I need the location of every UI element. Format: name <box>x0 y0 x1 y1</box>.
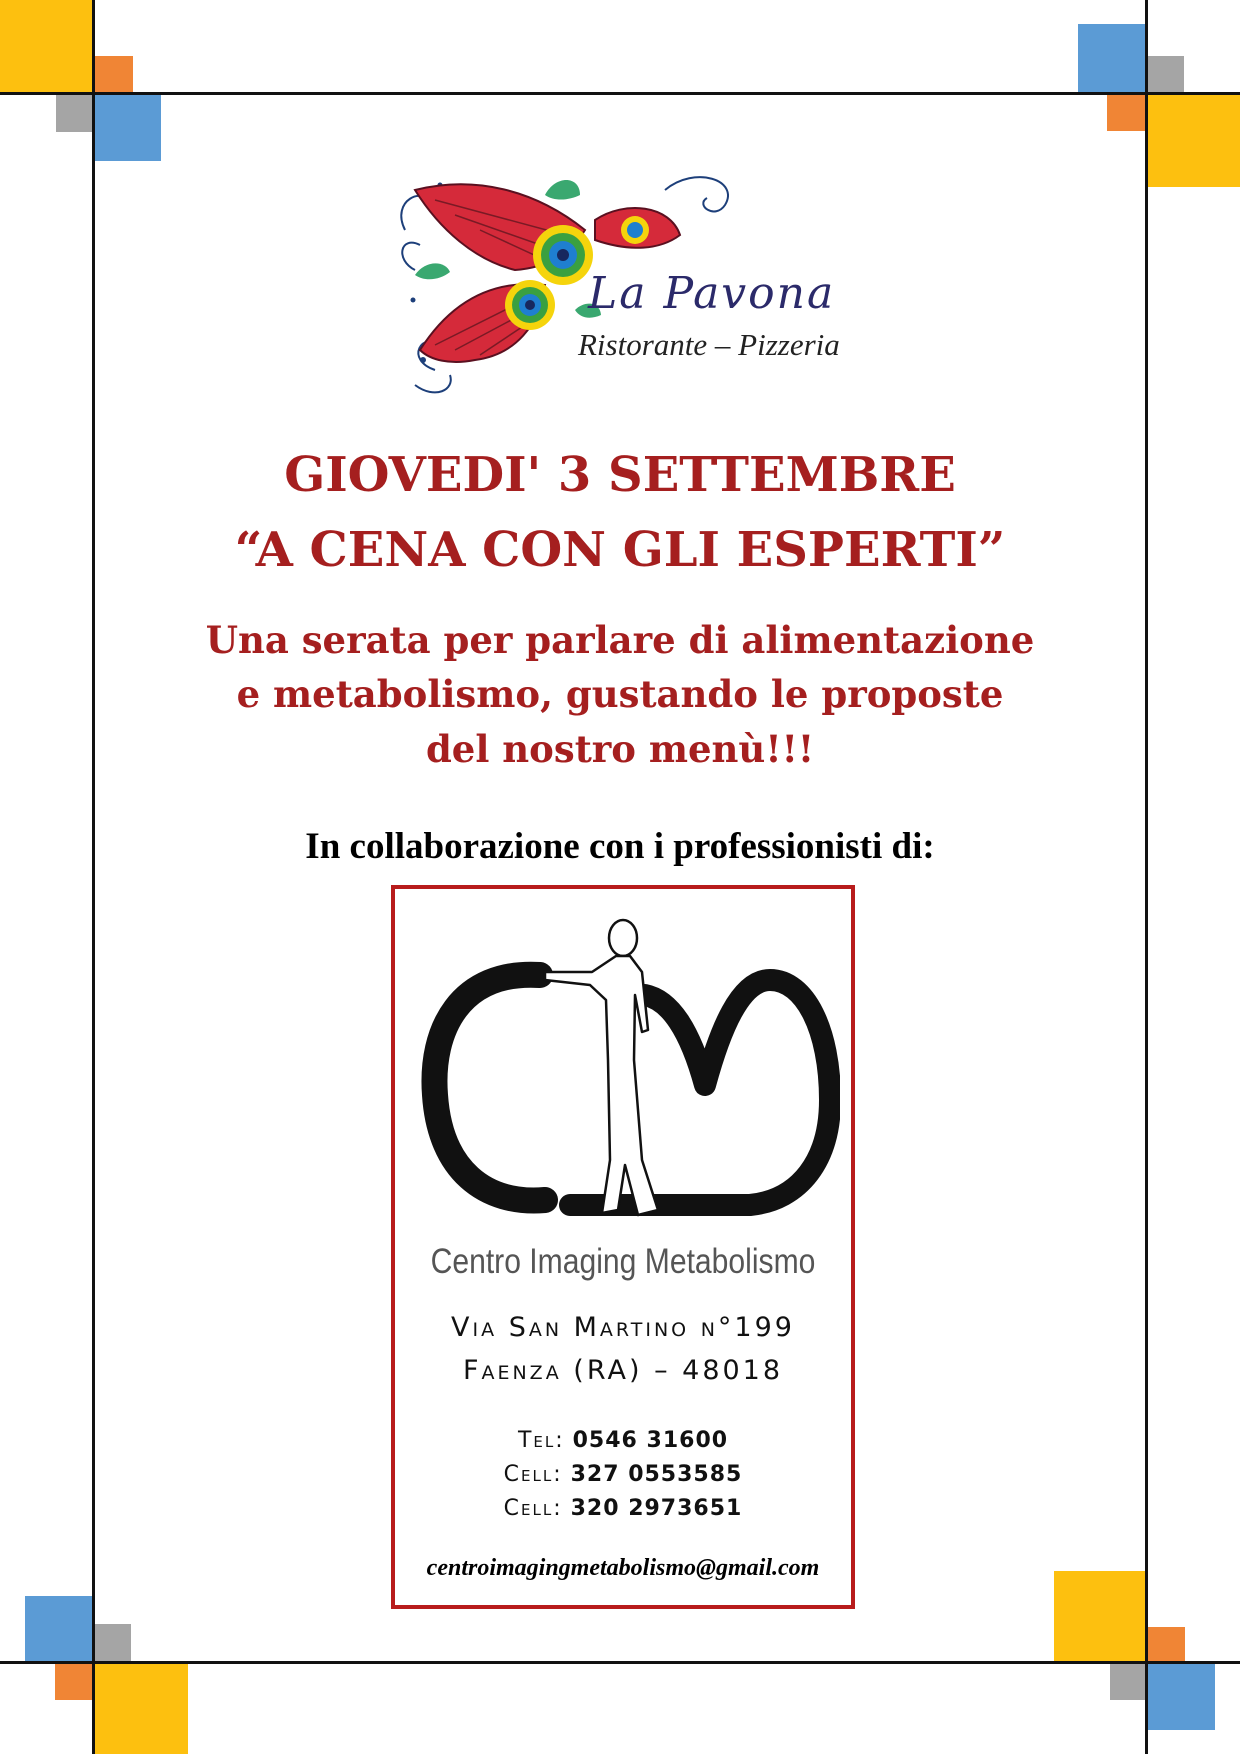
corner-square-gray-tl <box>56 95 92 132</box>
event-title: “A CENA CON GLI ESPERTI” <box>234 522 1006 578</box>
contact-label: Cell: <box>503 1462 563 1487</box>
contact-number: 0546 31600 <box>572 1428 729 1453</box>
corner-square-blue-br <box>1148 1664 1215 1730</box>
corner-square-blue-bl <box>25 1596 92 1661</box>
contact-label: Tel: <box>517 1428 565 1453</box>
corner-square-orange-tl <box>95 56 133 92</box>
contact-cell-2 <box>391 1496 855 1521</box>
corner-square-blue-tl <box>95 95 161 161</box>
contact-tel <box>391 1428 855 1453</box>
corner-square-gray-tr <box>1148 56 1184 92</box>
corner-square-gray-br <box>1110 1664 1145 1700</box>
frame-right-line <box>1145 0 1148 1754</box>
event-description-line-3: del nostro menù!!! <box>425 727 815 771</box>
event-description-line-1: Una serata per parlare di alimentazione <box>205 618 1035 662</box>
contact-number: 327 0553585 <box>570 1462 743 1487</box>
corner-square-yellow-tl <box>0 0 92 92</box>
collaboration-text: In collaborazione con i professionisti di: <box>305 826 935 867</box>
corner-square-gray-bl <box>95 1624 131 1661</box>
partner-address-line-2: Faenza (RA) – 48018 <box>462 1355 784 1386</box>
corner-square-yellow-bl <box>95 1664 188 1754</box>
corner-square-yellow-br <box>1054 1571 1145 1661</box>
frame-top-line <box>0 92 1240 95</box>
corner-square-orange-bl <box>55 1664 92 1700</box>
event-date: GIOVEDI' 3 SETTEMBRE <box>284 447 956 503</box>
event-description-line-2: e metabolismo, gustando le proposte <box>236 672 1004 716</box>
corner-square-blue-tr <box>1078 24 1145 92</box>
frame-left-line <box>92 0 95 1754</box>
partner-address-line-1: Via San Martino n°199 <box>451 1312 795 1343</box>
corner-square-orange-br <box>1148 1627 1185 1661</box>
contact-number: 320 2973651 <box>570 1496 743 1521</box>
corner-square-yellow-tr <box>1148 95 1240 187</box>
contact-cell-1 <box>391 1462 855 1487</box>
cim-logo-icon <box>420 910 840 1240</box>
partner-name: Centro Imaging Metabolismo <box>430 1242 816 1281</box>
restaurant-subtitle: Ristorante – Pizzeria <box>578 327 840 362</box>
corner-square-orange-tr <box>1107 95 1145 131</box>
contact-label: Cell: <box>503 1496 563 1521</box>
restaurant-name: La Pavona <box>588 268 836 319</box>
partner-email-link[interactable]: centroimagingmetabolismo@gmail.com <box>426 1555 820 1581</box>
